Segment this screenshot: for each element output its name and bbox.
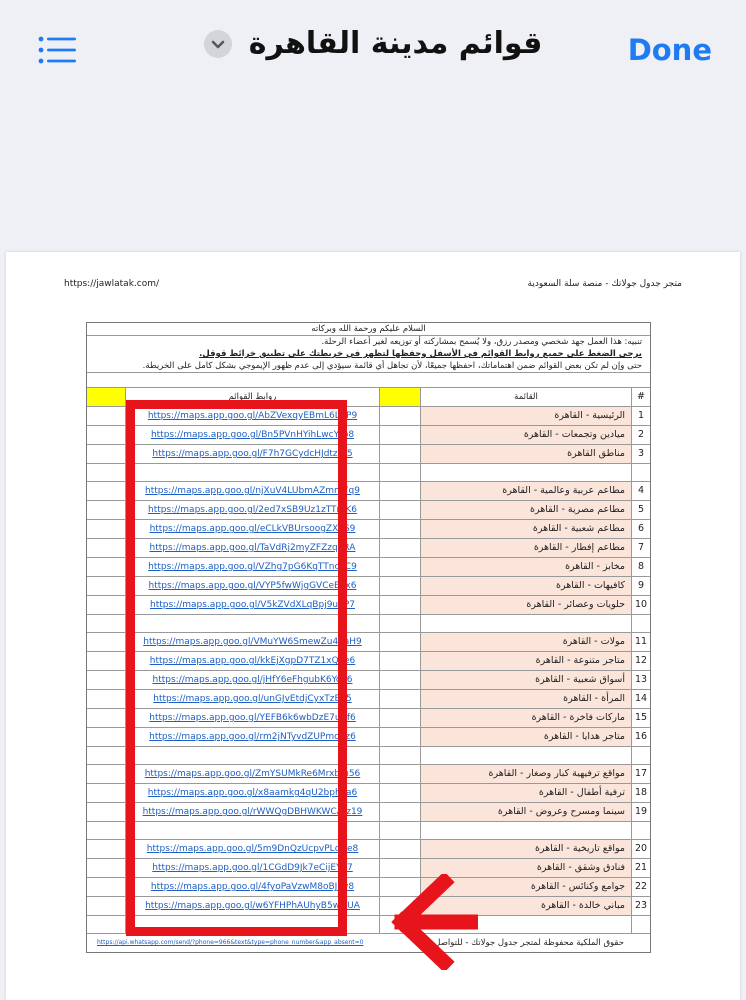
row-number: 17	[634, 768, 648, 779]
cell-empty	[87, 878, 126, 896]
row-number: 10	[634, 599, 648, 610]
row-number: 22	[634, 881, 648, 892]
cell-empty	[87, 747, 126, 764]
cell-empty	[632, 916, 650, 933]
cell-empty	[380, 445, 421, 463]
list-link[interactable]: https://maps.app.goo.gl/2ed7xSB9Uz1zTTmK6	[126, 501, 380, 519]
row-number: 4	[637, 485, 645, 496]
list-name: جوامع وكنائس - القاهرة	[421, 878, 632, 896]
cell-empty	[380, 539, 421, 557]
list-link[interactable]: https://maps.app.goo.gl/ZmYSUMkRe6Mrxbm56	[126, 765, 380, 783]
cell-empty	[87, 840, 126, 858]
list-link[interactable]: https://maps.app.goo.gl/eCLkVBUrsoogZXbS9	[126, 520, 380, 538]
row-number: 18	[634, 787, 648, 798]
row-number: 19	[634, 806, 648, 817]
empty-row	[87, 372, 650, 387]
row-number: 13	[634, 674, 648, 685]
list-link[interactable]: https://maps.app.goo.gl/VMuYW6SmewZu4oaH9	[126, 633, 380, 651]
row-number: 12	[634, 655, 648, 666]
row-number: 9	[637, 580, 645, 591]
done-button[interactable]: Done	[627, 33, 712, 67]
cell-empty	[87, 464, 126, 481]
row-number: 7	[637, 542, 645, 553]
cell-empty	[87, 728, 126, 746]
list-name: حلويات وعصائر - القاهرة	[421, 596, 632, 614]
list-link[interactable]: https://maps.app.goo.gl/w6YFHPhAUhyB5wQUA	[126, 897, 380, 915]
cell-empty	[421, 615, 632, 632]
list-name: مواقع ترفيهية كبار وصغار - القاهرة	[421, 765, 632, 783]
highlight-box	[126, 400, 347, 936]
list-name: كافيهات - القاهرة	[421, 577, 632, 595]
list-link[interactable]: https://maps.app.goo.gl/unGJvEtdjCyxTzBx5	[126, 690, 380, 708]
list-link[interactable]: https://maps.app.goo.gl/5m9DnQzUcpvPLcwe8	[126, 840, 380, 858]
list-name: المرأة - القاهرة	[421, 690, 632, 708]
row-number: 11	[634, 636, 648, 647]
list-name: متاجر هدايا - القاهرة	[421, 728, 632, 746]
list-name: الرئيسية - القاهرة	[421, 407, 632, 425]
list-link[interactable]: https://maps.app.goo.gl/F7h7GCydcHJdtzor5	[126, 445, 380, 463]
list-name: مطاعم عربية وعالمية - القاهرة	[421, 482, 632, 500]
row-number: 16	[634, 731, 648, 742]
cell-empty	[380, 615, 421, 632]
contact-link[interactable]: https://api.whatsapp.com/send/?phone=966&text&type=phone_number&app_absent=0	[97, 939, 364, 946]
cell-empty	[87, 897, 126, 915]
row-number: 3	[637, 448, 645, 459]
cell-empty	[87, 501, 126, 519]
cell-empty	[87, 539, 126, 557]
cell-empty	[87, 916, 126, 933]
top-bar	[0, 0, 746, 100]
row-number: 21	[634, 862, 648, 873]
list-link[interactable]: https://maps.app.goo.gl/VZhg7pG6KqTTncKC9	[126, 558, 380, 576]
list-link[interactable]: https://maps.app.goo.gl/jHfY6eFhgubK6Yoy6	[126, 671, 380, 689]
cell-empty	[380, 803, 421, 821]
row-number: 5	[637, 504, 645, 515]
list-name: مطاعم إفطار - القاهرة	[421, 539, 632, 557]
notice-block	[87, 323, 650, 372]
list-link[interactable]: https://maps.app.goo.gl/TaVdRj2myZFZzqnRA	[126, 539, 380, 557]
row-number: 1	[637, 410, 645, 421]
cell-empty	[421, 747, 632, 764]
cell-empty	[380, 671, 421, 689]
cell-empty	[380, 482, 421, 500]
cell-empty	[87, 520, 126, 538]
chevron-down-icon[interactable]	[204, 30, 232, 58]
cell-empty	[87, 671, 126, 689]
row-number: 20	[634, 843, 648, 854]
cell-empty	[380, 520, 421, 538]
cell-empty	[380, 747, 421, 764]
row-number: 8	[637, 561, 645, 572]
cell-empty	[87, 633, 126, 651]
cell-empty	[87, 709, 126, 727]
cell-empty	[380, 709, 421, 727]
greeting-text: السلام عليكم ورحمة الله وبركاته	[87, 323, 650, 336]
list-name: ماركات فاخرة - القاهرة	[421, 709, 632, 727]
left-arrow-icon	[386, 874, 478, 970]
cell-empty	[87, 784, 126, 802]
document-title: قوائم مدينة القاهرة	[248, 26, 543, 61]
cell-empty	[632, 615, 650, 632]
row-number: 15	[634, 712, 648, 723]
cell-empty	[87, 407, 126, 425]
row-number: 14	[634, 693, 648, 704]
cell-empty	[632, 747, 650, 764]
list-link[interactable]: https://maps.app.goo.gl/1CGdD9Jk7eCijEYT7	[126, 859, 380, 877]
cell-empty	[87, 445, 126, 463]
cell-empty	[380, 633, 421, 651]
row-number: 2	[637, 429, 645, 440]
row-number: 23	[634, 900, 648, 911]
list-link[interactable]: https://maps.app.goo.gl/4fyoPaVzwM8oBJ6v8	[126, 878, 380, 896]
column-header-list: القائمة	[421, 388, 632, 406]
cell-empty	[380, 765, 421, 783]
list-link[interactable]: https://maps.app.goo.gl/V5kZVdXLqBpj9uqP7	[126, 596, 380, 614]
cell-empty	[380, 690, 421, 708]
cell-empty	[87, 822, 126, 839]
column-header-number: #	[637, 391, 645, 402]
list-name: مواقع تاريخية - القاهرة	[421, 840, 632, 858]
cell-empty	[87, 482, 126, 500]
list-name: ميادين وتجمعات - القاهرة	[421, 426, 632, 444]
cell-empty	[87, 577, 126, 595]
cell-empty	[87, 615, 126, 632]
cell-empty	[421, 822, 632, 839]
list-name: مولات - القاهرة	[421, 633, 632, 651]
cell-empty	[380, 784, 421, 802]
list-link[interactable]: https://maps.app.goo.gl/YEFB6k6wbDzE7uCf6	[126, 709, 380, 727]
list-link[interactable]: https://maps.app.goo.gl/kkEjXgpD7TZ1xQye6	[126, 652, 380, 670]
cell-empty	[380, 840, 421, 858]
header-cell-empty	[87, 388, 126, 406]
notice-line: حتى وإن لم تكن بعض القوائم ضمن اهتماماتك، احفظها جميعًا، لأن تجاهل أي قائمة سيؤدي إلى عدم ظهور الإيموجي بشكل كامل على الخريطة.	[142, 361, 642, 371]
cell-empty	[421, 464, 632, 481]
list-name: متاجر متنوعة - القاهرة	[421, 652, 632, 670]
list-name: ترفية أطفال - القاهرة	[421, 784, 632, 802]
list-name: مباني خالدة - القاهرة	[421, 897, 632, 915]
list-link[interactable]: https://maps.app.goo.gl/rm2jNTyvdZUPmo4z6	[126, 728, 380, 746]
list-link[interactable]: https://maps.app.goo.gl/Bn5PVnHYihLwcYtb8	[126, 426, 380, 444]
list-name: فنادق وشقق - القاهرة	[421, 859, 632, 877]
list-name: سينما ومسرح وعروض - القاهرة	[421, 803, 632, 821]
cell-empty	[380, 822, 421, 839]
cell-empty	[87, 596, 126, 614]
cell-empty	[380, 464, 421, 481]
notice-line: تنبيه: هذا العمل جهد شخصي ومصدر رزق، ولا يُسمح بمشاركته أو توزيعه لغير أعضاء الرحلة.	[321, 337, 642, 347]
cell-empty	[380, 728, 421, 746]
list-link[interactable]: https://maps.app.goo.gl/x8aamkg4qU2bphva6	[126, 784, 380, 802]
list-name: مطاعم مصرية - القاهرة	[421, 501, 632, 519]
list-link[interactable]: https://maps.app.goo.gl/VYP5fwWjgGVCeE5x6	[126, 577, 380, 595]
list-name: مطاعم شعبية - القاهرة	[421, 520, 632, 538]
list-name: مناطق القاهرة	[421, 445, 632, 463]
cell-empty	[87, 426, 126, 444]
list-name: مخابز - القاهرة	[421, 558, 632, 576]
header-url: https://jawlatak.com/	[64, 279, 160, 289]
cell-empty	[380, 577, 421, 595]
list-link[interactable]: https://maps.app.goo.gl/rWWQgDBHWKWCAtz19	[126, 803, 380, 821]
copyright-text: حقوق الملكية محفوظة لمتجر جدول جولاتك - للتواصل ←	[424, 938, 624, 948]
cell-empty	[380, 426, 421, 444]
cell-empty	[380, 407, 421, 425]
cell-empty	[87, 803, 126, 821]
row-number: 6	[637, 523, 645, 534]
cell-empty	[380, 652, 421, 670]
cell-empty	[87, 558, 126, 576]
cell-empty	[380, 596, 421, 614]
cell-empty	[87, 690, 126, 708]
header-cell-empty	[380, 388, 421, 406]
list-link[interactable]: https://maps.app.goo.gl/njXuV4LUbmAZmm7q9	[126, 482, 380, 500]
list-link[interactable]: https://maps.app.goo.gl/AbZVexqyEBmL6LCP9	[126, 407, 380, 425]
cell-empty	[87, 652, 126, 670]
column-header-links: روابط القوائم	[126, 388, 380, 406]
cell-empty	[87, 765, 126, 783]
list-name: أسواق شعبية - القاهرة	[421, 671, 632, 689]
instruction-line: يرجى الضغط على جميع روابط القوائم في الأسفل وحفظها لتظهر في خريطتك على تطبيق خرائط قوقل.	[199, 349, 642, 359]
cell-empty	[87, 859, 126, 877]
document-page	[6, 252, 740, 1000]
cell-empty	[380, 501, 421, 519]
header-shop: متجر جدول جولاتك - منصة سلة السعودية	[527, 279, 682, 289]
cell-empty	[632, 464, 650, 481]
cell-empty	[632, 822, 650, 839]
cell-empty	[380, 558, 421, 576]
